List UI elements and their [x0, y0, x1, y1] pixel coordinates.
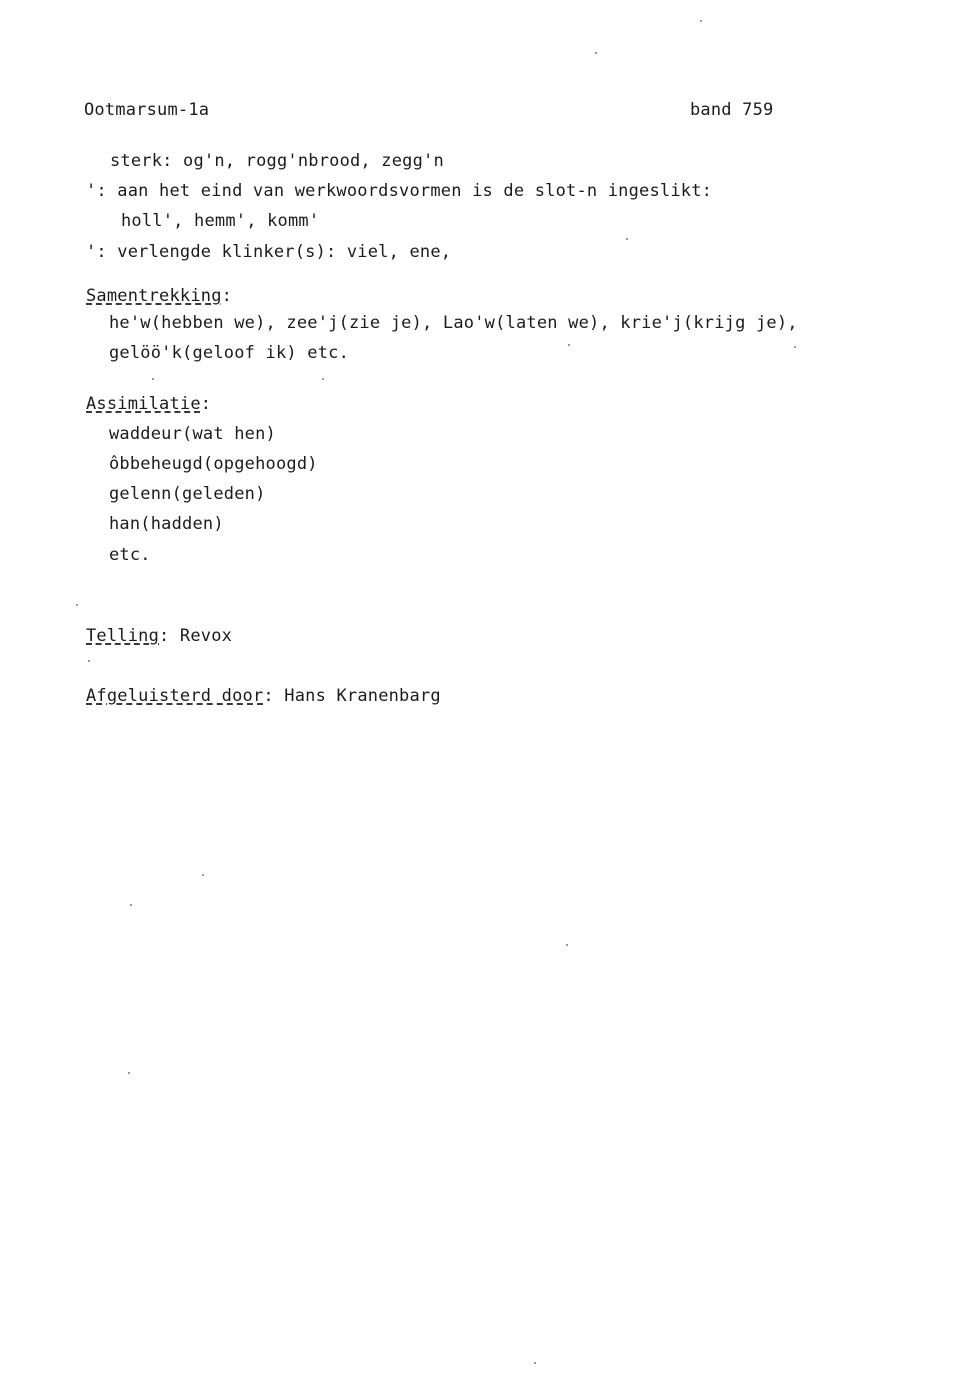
assimilatie-item: waddeur(wat hen) — [109, 424, 276, 444]
afgeluisterd-value: : Hans Kranenbarg — [263, 686, 441, 706]
band-label: band 759 — [690, 100, 774, 120]
scan-speck — [534, 1362, 536, 1364]
assimilatie-heading: Assimilatie — [86, 394, 201, 414]
note-verlengde-klinker: ': verlengde klinker(s): viel, ene, — [86, 242, 452, 262]
scan-speck — [322, 378, 324, 380]
note-examples: holl', hemm', komm' — [121, 211, 320, 231]
afgeluisterd-row — [86, 686, 441, 706]
scan-speck — [128, 1072, 130, 1074]
assimilatie-heading-row — [86, 394, 211, 414]
location-label: Ootmarsum-1a — [84, 100, 210, 120]
scan-speck — [202, 874, 204, 876]
telling-row — [86, 626, 232, 646]
assimilatie-colon: : — [200, 394, 212, 414]
telling-value: : Revox — [159, 626, 233, 646]
scan-speck — [76, 604, 78, 606]
scan-speck — [566, 944, 568, 946]
note-slot-n: ': aan het eind van werkwoordsvormen is de slot-n ingeslikt: — [86, 181, 713, 201]
samentrekking-line-1: he'w(hebben we), zee'j(zie je), Lao'w(laten we), krie'j(krijg je), — [109, 313, 798, 333]
scan-speck — [626, 238, 628, 240]
scan-speck — [794, 346, 796, 348]
assimilatie-item: gelenn(geleden) — [109, 484, 266, 504]
scan-speck — [595, 52, 597, 54]
afgeluisterd-heading: Afgeluisterd door — [86, 686, 264, 706]
telling-heading: Telling — [86, 626, 160, 646]
scan-speck — [130, 904, 132, 906]
scan-speck — [568, 344, 570, 346]
samentrekking-colon: : — [221, 286, 233, 306]
assimilatie-item: ôbbeheugd(opgehoogd) — [109, 454, 318, 474]
scan-speck — [88, 660, 90, 662]
samentrekking-heading: Samentrekking — [86, 286, 222, 306]
samentrekking-line-2: gelöö'k(geloof ik) etc. — [109, 343, 350, 363]
assimilatie-item: etc. — [109, 545, 151, 565]
samentrekking-heading-row — [86, 286, 232, 306]
scan-speck — [152, 378, 154, 380]
note-sterk: sterk: og'n, rogg'nbrood, zegg'n — [110, 151, 444, 171]
scan-speck — [700, 20, 702, 22]
assimilatie-item: han(hadden) — [109, 514, 224, 534]
